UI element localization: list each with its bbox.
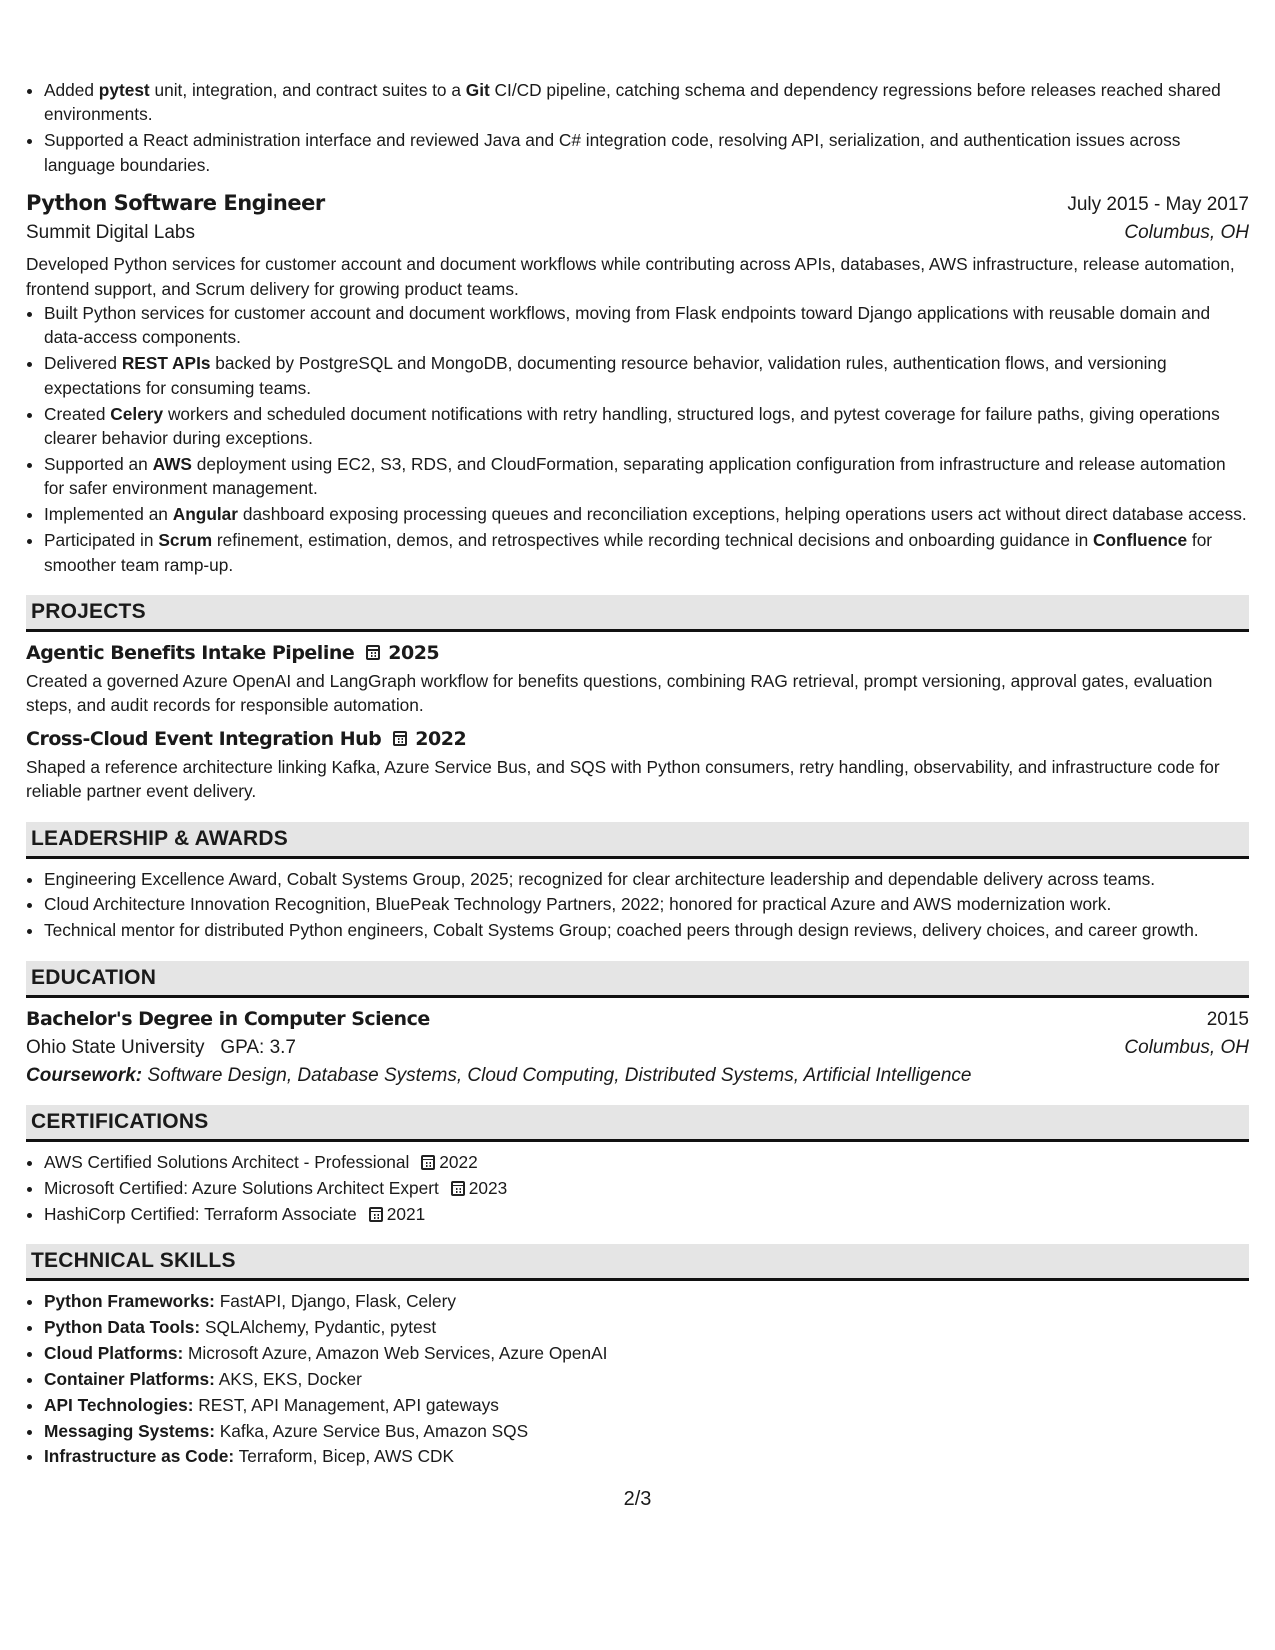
list-item: • Cloud Architecture Innovation Recognition, BluePeak Technology Partners, 2022; honored for practical Azure and AWS modernization work. xyxy=(44,892,1249,916)
calendar-icon xyxy=(451,1181,465,1196)
list-item: • Delivered REST APIs backed by PostgreSQL and MongoDB, documenting resource behavior, validation rules, authentication flows, and versioning expectations for consuming teams. xyxy=(44,351,1249,400)
job-summary: Developed Python services for customer account and document workflows while contributing across APIs, databases, AWS infrastructure, release automation, frontend support, and Scrum delivery for growing product teams. xyxy=(26,254,1235,299)
school-gpa xyxy=(26,1037,296,1059)
project-name: Cross-Cloud Event Integration Hub xyxy=(26,727,382,750)
coursework-list: Software Design, Database Systems, Cloud Computing, Distributed Systems, Artificial Intelligence xyxy=(147,1064,972,1086)
job-title: Python Software Engineer xyxy=(26,191,325,216)
list-item: • HashiCorp Certified: Terraform Associate 2021 xyxy=(44,1202,1249,1226)
section-header-education: EDUCATION xyxy=(26,961,1249,998)
list-item: • Supported an AWS deployment using EC2, S3, RDS, and CloudFormation, separating application configuration from infrastructure and release automation for safer environment management. xyxy=(44,452,1249,501)
list-item: • Infrastructure as Code: Terraform, Bicep, AWS CDK xyxy=(44,1444,1249,1468)
job-bullets xyxy=(26,301,1249,577)
list-item: • Cloud Platforms: Microsoft Azure, Amazon Web Services, Azure OpenAI xyxy=(44,1341,1249,1365)
job-location: Columbus, OH xyxy=(1124,222,1249,244)
project-year: 2022 xyxy=(415,727,467,750)
education-header xyxy=(26,1008,1249,1031)
education-subheader xyxy=(26,1037,1249,1059)
graduation-year: 2015 xyxy=(1206,1008,1249,1030)
section-header-leadership: LEADERSHIP & AWARDS xyxy=(26,822,1249,859)
project-description: Created a governed Azure OpenAI and LangGraph workflow for benefits questions, combining RAG retrieval, prompt versioning, approval gates, evaluation steps, and audit records for responsible automation. xyxy=(26,670,1213,716)
list-item: • Participated in Scrum refinement, estimation, demos, and retrospectives while recording technical decisions and onboarding guidance in Confluence for smoother team ramp-up. xyxy=(44,528,1249,577)
degree-name: Bachelor's Degree in Computer Science xyxy=(26,1007,430,1030)
job-dates: July 2015 - May 2017 xyxy=(1067,194,1249,216)
certifications-list xyxy=(26,1150,1249,1226)
list-item: • Implemented an Angular dashboard exposing processing queues and reconciliation exceptions, helping operations users act without direct database access. xyxy=(44,502,1249,526)
experience-bullets-continued xyxy=(26,78,1249,177)
project-header xyxy=(26,642,1249,664)
project-description: Shaped a reference architecture linking Kafka, Azure Service Bus, and SQS with Python consumers, retry handling, observability, and infrastructure code for reliable partner event delivery. xyxy=(26,756,1220,802)
list-item: • Messaging Systems: Kafka, Azure Service Bus, Amazon SQS xyxy=(44,1419,1249,1443)
list-item: • Engineering Excellence Award, Cobalt Systems Group, 2025; recognized for clear architecture leadership and dependable delivery across teams. xyxy=(44,867,1249,891)
calendar-icon xyxy=(369,1207,383,1222)
list-item: • Container Platforms: AKS, EKS, Docker xyxy=(44,1367,1249,1391)
calendar-icon xyxy=(421,1155,435,1170)
section-header-skills: TECHNICAL SKILLS xyxy=(26,1244,1249,1281)
calendar-icon xyxy=(393,731,407,746)
list-item: • Microsoft Certified: Azure Solutions Architect Expert 2023 xyxy=(44,1176,1249,1200)
job-subheader xyxy=(26,222,1249,244)
job-header xyxy=(26,191,1249,216)
project-name: Agentic Benefits Intake Pipeline xyxy=(26,641,355,664)
list-item: • AWS Certified Solutions Architect - Professional 2022 xyxy=(44,1150,1249,1174)
coursework-label: Coursework: xyxy=(26,1064,143,1086)
project-header xyxy=(26,728,1249,750)
list-item: • Added pytest unit, integration, and contract suites to a Git CI/CD pipeline, catching schema and dependency regressions before releases reached shared environments. xyxy=(44,78,1249,127)
gpa: GPA: 3.7 xyxy=(220,1036,296,1058)
section-header-projects: PROJECTS xyxy=(26,595,1249,632)
list-item: • Python Frameworks: FastAPI, Django, Flask, Celery xyxy=(44,1289,1249,1313)
list-item: • Created Celery workers and scheduled document notifications with retry handling, structured logs, and pytest coverage for failure paths, giving operations clearer behavior during exceptions. xyxy=(44,402,1249,451)
list-item: • Built Python services for customer account and document workflows, moving from Flask endpoints toward Django applications with reusable domain and data-access components. xyxy=(44,301,1249,350)
leadership-list xyxy=(26,867,1249,943)
page-number: 2/3 xyxy=(623,1488,652,1510)
list-item: • API Technologies: REST, API Management, API gateways xyxy=(44,1393,1249,1417)
list-item: • Technical mentor for distributed Python engineers, Cobalt Systems Group; coached peers through design reviews, delivery choices, and career growth. xyxy=(44,918,1249,942)
list-item: • Supported a React administration interface and reviewed Java and C# integration code, resolving API, serialization, and authentication issues across language boundaries. xyxy=(44,128,1249,177)
coursework xyxy=(26,1065,1249,1087)
skills-list xyxy=(26,1289,1249,1469)
school-name: Ohio State University xyxy=(26,1036,205,1058)
list-item: • Python Data Tools: SQLAlchemy, Pydantic, pytest xyxy=(44,1315,1249,1339)
project-year: 2025 xyxy=(388,641,440,664)
calendar-icon xyxy=(366,645,380,660)
section-header-certifications: CERTIFICATIONS xyxy=(26,1105,1249,1142)
school-location: Columbus, OH xyxy=(1124,1036,1249,1058)
company-name: Summit Digital Labs xyxy=(26,222,195,244)
